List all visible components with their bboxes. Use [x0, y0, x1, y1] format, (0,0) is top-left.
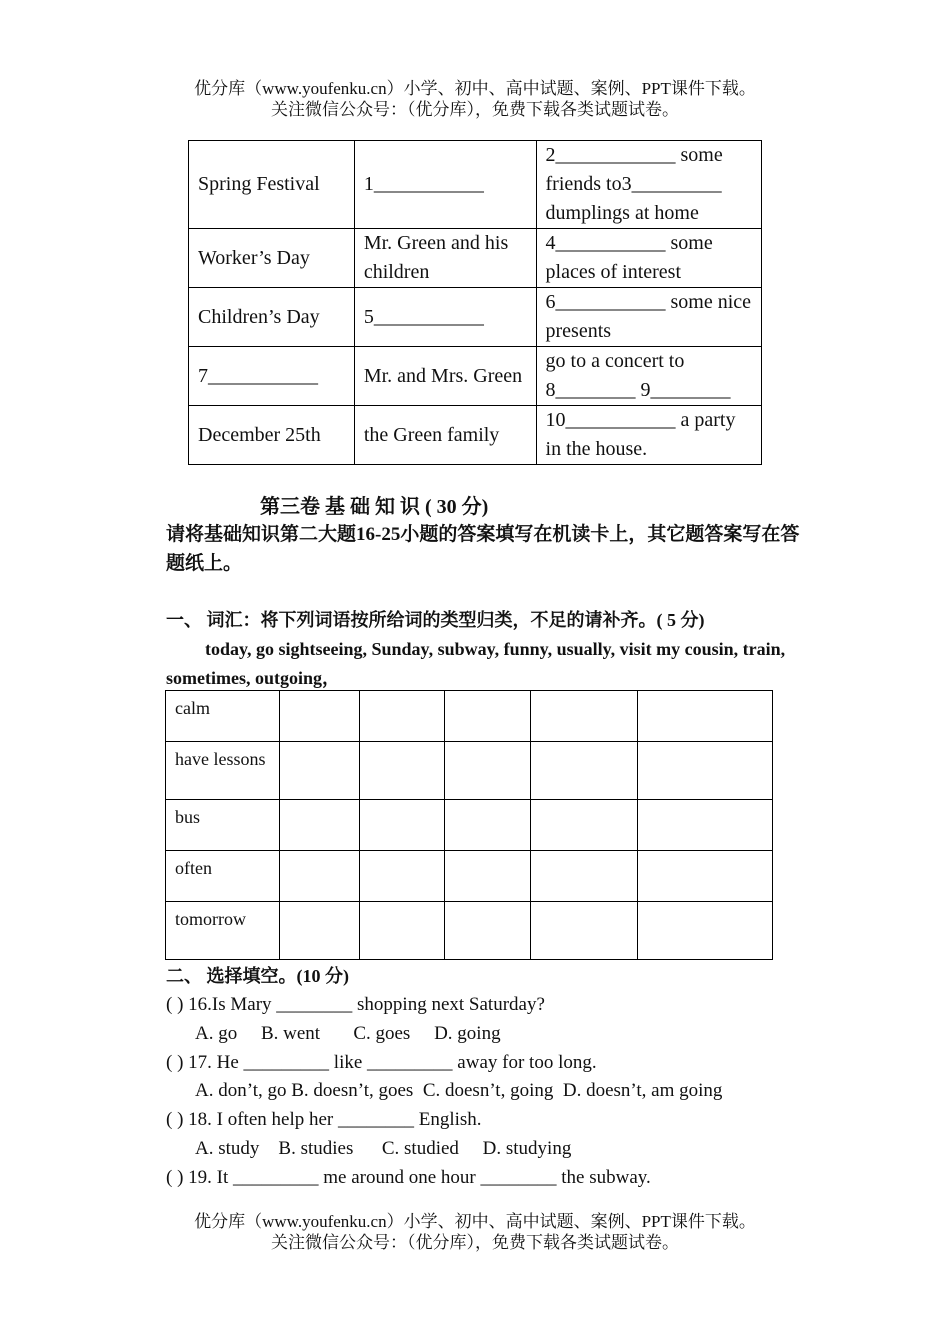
table-cell: Mr. and Mrs. Green [354, 347, 536, 406]
header-line-1: 优分库（www.youfenku.cn）小学、初中、高中试题、案例、PPT课件下载。 [194, 79, 756, 98]
word-list: today, go sightseeing, Sunday, subway, funny, usually, visit my cousin, train, sometimes, outgoing， [166, 639, 786, 688]
blank-cell [531, 902, 638, 960]
vocabulary-table [165, 690, 773, 960]
table-row [166, 691, 773, 742]
table-cell: Worker’s Day [189, 229, 355, 288]
question-18-options: A. study B. studies C. studied D. studying [195, 1137, 572, 1159]
table-cell: Mr. Green and his children [354, 229, 536, 288]
part2-heading: 二、 选择填空。(10 分) [166, 966, 349, 986]
question-list [166, 991, 722, 1193]
table-row [166, 902, 773, 960]
section-title: 第三卷 基 础 知 识 ( 30 分) [260, 496, 489, 518]
part1-heading: 一、 词汇：将下列词语按所给词的类型归类，不足的请补齐。( 5 分) [166, 610, 705, 630]
table-cell: Children’s Day [189, 288, 355, 347]
header-line-2: 关注微信公众号：（优分库），免费下载各类试题试卷。 [271, 100, 679, 119]
blank-cell [360, 742, 445, 800]
blank-cell [280, 851, 360, 902]
blank-cell [360, 691, 445, 742]
blank-cell [531, 800, 638, 851]
footer-line-2: 关注微信公众号：（优分库），免费下载各类试题试卷。 [271, 1233, 679, 1252]
blank-cell [280, 742, 360, 800]
page-footer [0, 1211, 950, 1253]
question-17: ( ) 17. He _________ like _________ away for too long. [166, 1051, 597, 1073]
table-cell: go to a concert to 8________ 9________ [536, 347, 761, 406]
blank-cell [280, 691, 360, 742]
table-row [189, 347, 762, 406]
table-cell: 1___________ [354, 141, 536, 229]
table-cell: the Green family [354, 406, 536, 465]
blank-cell [445, 742, 531, 800]
blank-cell [531, 851, 638, 902]
table-row [166, 800, 773, 851]
blank-cell [638, 691, 773, 742]
table-cell: 2____________ some friends to3_________ dumplings at home [536, 141, 761, 229]
blank-cell [360, 902, 445, 960]
row-label: often [166, 851, 280, 902]
question-17-options: A. don’t, go B. doesn’t, goes C. doesn’t, going D. doesn’t, am going [195, 1080, 723, 1102]
row-label: have lessons [166, 742, 280, 800]
blank-cell [638, 800, 773, 851]
blank-cell [638, 851, 773, 902]
section-instruction: 请将基础知识第二大题16-25小题的答案填写在机读卡上，其它题答案写在答题纸上。 [166, 524, 800, 574]
blank-cell [445, 851, 531, 902]
question-19: ( ) 19. It _________ me around one hour ________ the subway. [166, 1166, 651, 1188]
row-label: bus [166, 800, 280, 851]
page-header [0, 78, 950, 120]
blank-cell [280, 800, 360, 851]
footer-line-1: 优分库（www.youfenku.cn）小学、初中、高中试题、案例、PPT课件下载。 [194, 1212, 756, 1231]
blank-cell [360, 851, 445, 902]
blank-cell [360, 800, 445, 851]
blank-cell [280, 902, 360, 960]
table-row [189, 288, 762, 347]
table-cell: December 25th [189, 406, 355, 465]
blank-cell [531, 742, 638, 800]
table-cell: 10___________ a party in the house. [536, 406, 761, 465]
blank-cell [638, 742, 773, 800]
blank-cell [638, 902, 773, 960]
table-row [189, 141, 762, 229]
table-cell: Spring Festival [189, 141, 355, 229]
festival-table [188, 140, 762, 465]
table-row [166, 742, 773, 800]
table-cell: 4___________ some places of interest [536, 229, 761, 288]
table-cell: 7___________ [189, 347, 355, 406]
table-cell: 5___________ [354, 288, 536, 347]
question-16: ( ) 16.Is Mary ________ shopping next Saturday? [166, 994, 545, 1015]
table-cell: 6___________ some nice presents [536, 288, 761, 347]
table-row [166, 851, 773, 902]
blank-cell [445, 902, 531, 960]
table-row [189, 229, 762, 288]
blank-cell [445, 691, 531, 742]
blank-cell [445, 800, 531, 851]
row-label: calm [166, 691, 280, 742]
row-label: tomorrow [166, 902, 280, 960]
question-16-options: A. go B. went C. goes D. going [195, 1022, 501, 1044]
table-row [189, 406, 762, 465]
blank-cell [531, 691, 638, 742]
question-18: ( ) 18. I often help her ________ English. [166, 1109, 482, 1131]
